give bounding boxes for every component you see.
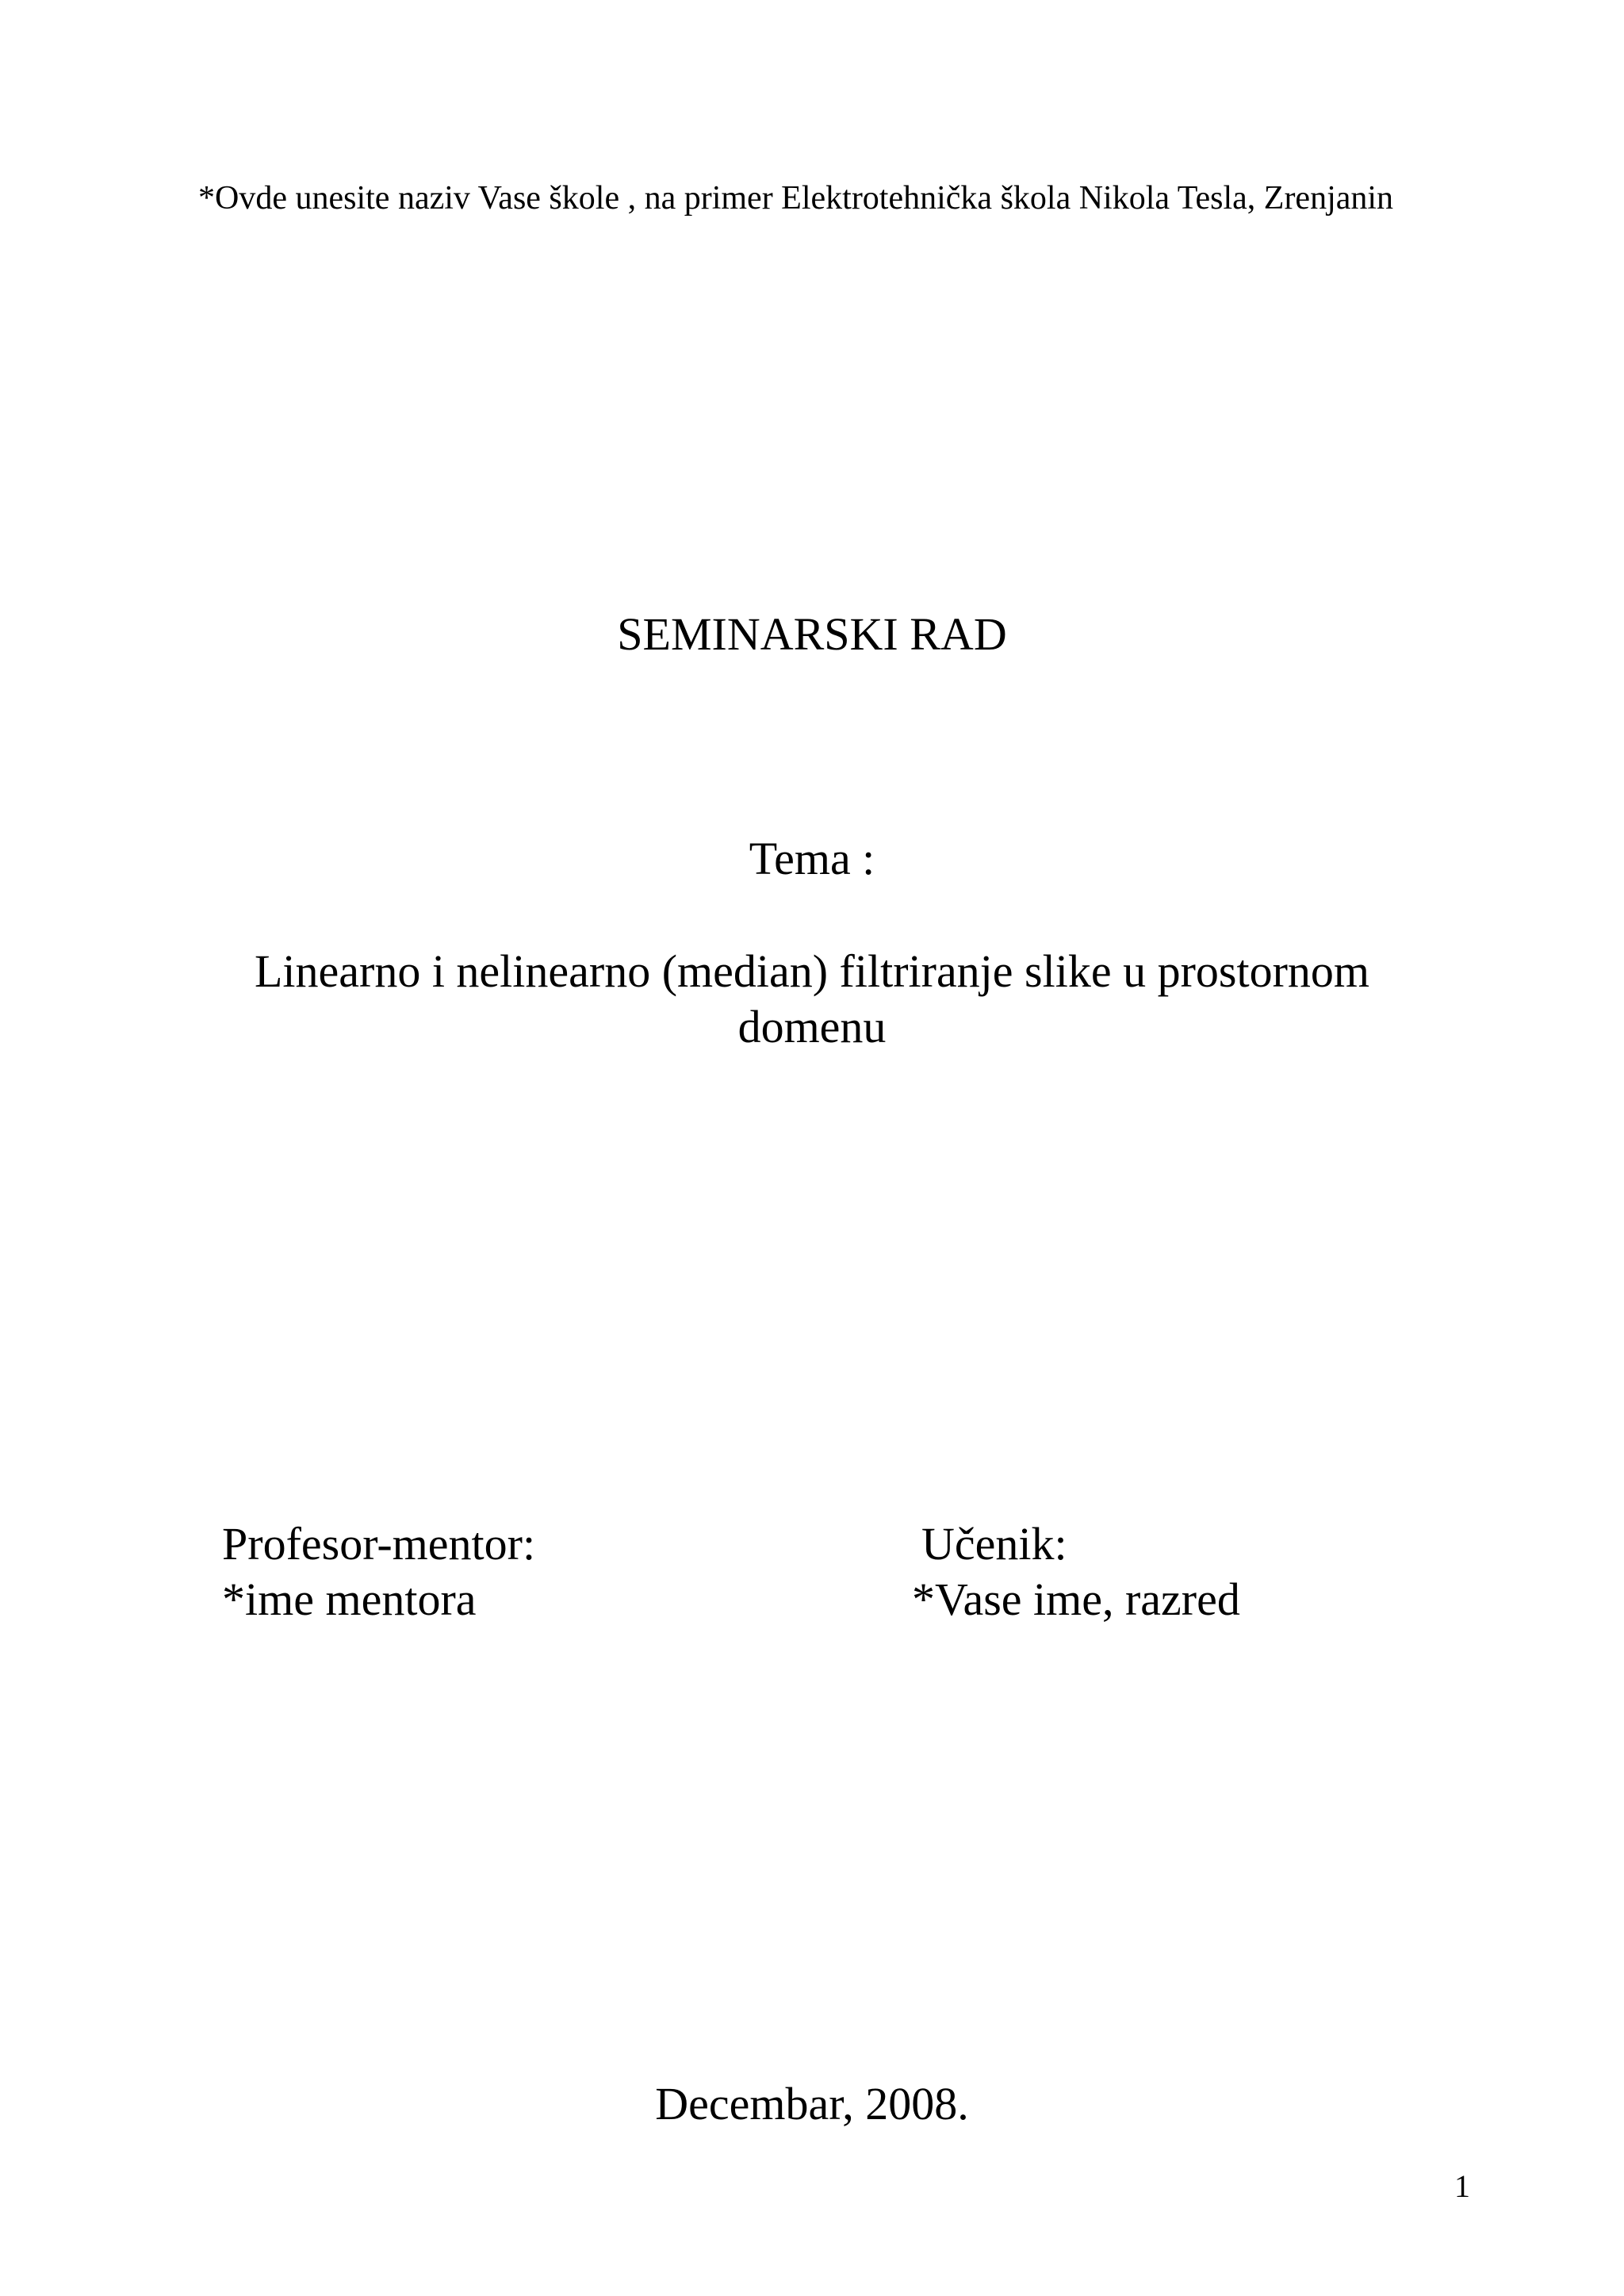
topic-text: Linearno i nelinearno (median) filtriranje slike u prostornom domenu: [254, 945, 1370, 1052]
student-name: *Vase ime, razred: [912, 1573, 1240, 1625]
document-title: SEMINARSKI RAD: [617, 608, 1007, 660]
mentor-label: Profesor-mentor:: [222, 1518, 536, 1570]
page-number: 1: [1454, 2168, 1470, 2204]
topic-label: Tema :: [749, 833, 875, 884]
student-label: Učenik:: [921, 1518, 1067, 1570]
mentor-name: *ime mentora: [222, 1573, 477, 1625]
mentor-block: [222, 1516, 535, 1627]
school-name-note: *Ovde unesite naziv Vase škole , na primer Elektrotehnička škola Nikola Tesla, Zrenjanin: [198, 180, 1394, 217]
document-date: Decembar, 2008.: [655, 2078, 969, 2129]
student-block: [912, 1516, 1240, 1627]
